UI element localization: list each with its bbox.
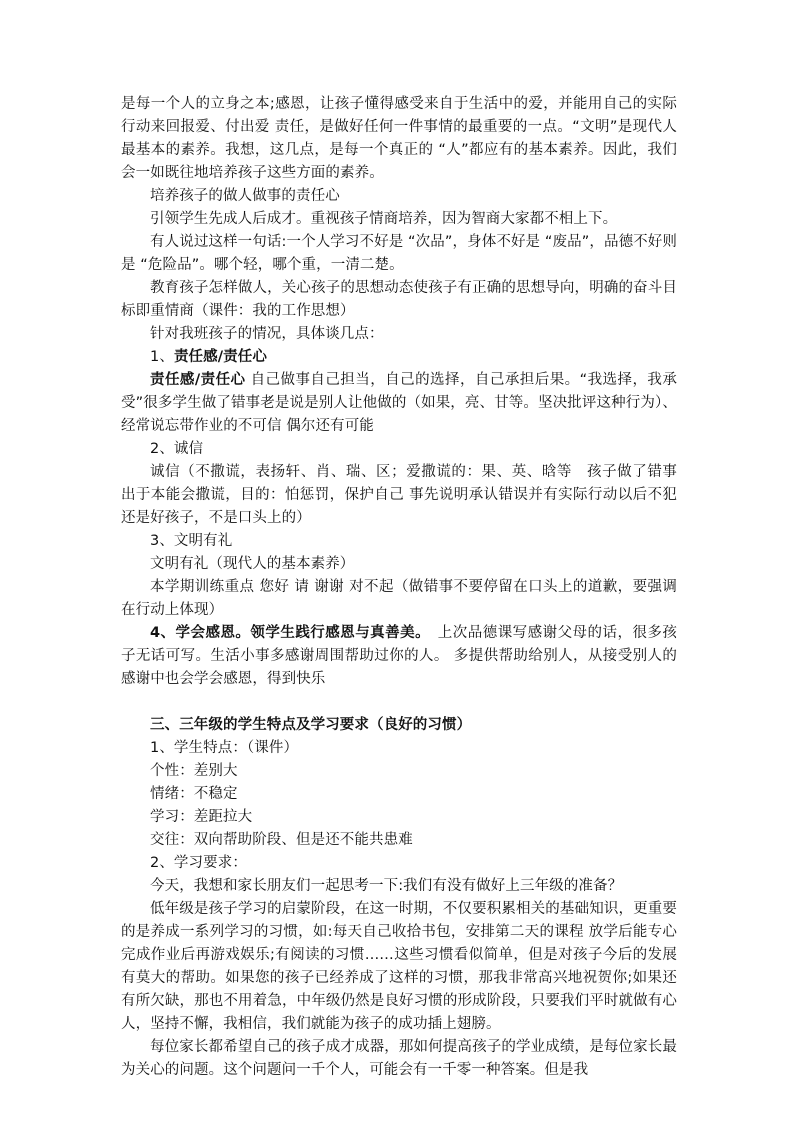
paragraph-text: 自己做事自己担当，自己的选择，自己承担后果。“我选择，我承受”很多学生做了错事老是说是别人让他做的（如果，亮、甘等。坚决批评这种行为）、经常说忘带作业的不可信 偶尔还有可能 (121, 372, 677, 434)
paragraph-responsibility-detail (121, 369, 677, 438)
bold-heading: 4、学会感恩。领学生践行感恩与真善美。 (150, 625, 423, 641)
bold-term: 责任感/责任心 (150, 372, 246, 388)
trait-learning: 学习：差距拉大 (150, 809, 253, 825)
paragraph-honesty-detail: 诚信（不撒谎，表扬轩、肖、瑞、区；爱撒谎的：果、英、晗等 孩子做了错事 出于本能会撒谎，目的：怕惩罚，保护自己 事先说明承认错误并有实际行动以后不犯还是好孩子，不是口头上的） (121, 464, 677, 526)
paragraph-class-situation: 针对我班孩子的情况，具体谈几点： (150, 326, 384, 342)
document-body (121, 93, 677, 1082)
paragraph-responsibility-heading: 培养孩子的做人做事的责任心 (150, 188, 340, 204)
paragraph-training-focus: 本学期训练重点 您好 请 谢谢 对不起（做错事不要停留在口头上的道歉，要强调在行动上体现） (121, 579, 677, 618)
section-3-heading: 三、三年级的学生特点及学习要求（良好的习惯） (150, 717, 472, 733)
paragraph-civility-detail: 文明有礼（现代人的基本素养） (150, 556, 355, 572)
paragraph-text: 上次品德课写感谢父母的话，很多孩子无话可写。生活小事多感谢周围帮助过你的人。 多提供帮助给别人，从接受别人的感谢中也会学会感恩，得到快乐 (121, 625, 677, 687)
list-number: 1、 (150, 349, 174, 365)
list-item-3-heading: 3、文明有礼 (150, 533, 233, 549)
trait-socializing: 交往：双向帮助阶段、但是还不能共患难 (150, 832, 413, 848)
paragraph-values: 是每一个人的立身之本;感恩，让孩子懂得感受来自于生活中的爱，并能用自己的实际行动来回报爱、付出爱 责任，是做好任何一件事情的最重要的一点。“文明”是现代人最基本的素养。我想，这几点，是每一个真正的 “人”都应有的基本素养。因此，我们会一如既往地培养孩子这些方面的素养。 (121, 96, 677, 181)
paragraph-parents-hope: 每位家长都希望自己的孩子成才成器，那如何提高孩子的学业成绩，是每位家长最为关心的问题。这个问题问一千个人，可能会有一千零一种答案。但是我 (121, 1039, 677, 1078)
list-item-learning-requirements: 2、学习要求： (150, 855, 247, 871)
paragraph-gratitude (121, 622, 677, 691)
list-item-1-heading (121, 346, 677, 369)
list-title: 责任感/责任心 (173, 349, 267, 365)
trait-personality: 个性：差别大 (150, 763, 238, 779)
paragraph-habits: 低年级是孩子学习的启蒙阶段，在这一时期，不仅要积累相关的基础知识，更重要的是养成一系列学习的习惯，如:每天自己收拾书包，安排第二天的课程 放学后能专心完成作业后再游戏娱乐;有阅读的习惯……这些习惯看似简单，但是对孩子今后的发展有莫大的帮助。如果您的孩子已经养成了这样的习惯，那我非常高兴地祝贺你;如果还有所欠缺，那也不用着急，中年级仍然是良好习惯的形成阶段，只要我们平时就做有心人，坚持不懈，我相信，我们就能为孩子的成功插上翅膀。 (121, 901, 677, 1032)
paragraph-quote: 有人说过这样一句话:一个人学习不好是 “次品”，身体不好是 “废品”，品德不好则是 “危险品”。哪个轻，哪个重，一清二楚。 (121, 234, 677, 273)
list-item-2-heading: 2、诚信 (150, 441, 204, 457)
paragraph-today-question: 今天，我想和家长朋友们一起思考一下:我们有没有做好上三年级的准备？ (150, 878, 623, 894)
paragraph-guide-students: 引领学生先成人后成才。重视孩子情商培养，因为智商大家都不相上下。 (150, 211, 618, 227)
list-item-student-traits: 1、学生特点：（课件） (150, 740, 299, 756)
spacer (121, 691, 677, 714)
trait-emotion: 情绪：不稳定 (150, 786, 238, 802)
paragraph-teach-children: 教育孩子怎样做人，关心孩子的思想动态使孩子有正确的思想导向，明确的奋斗目标即重情商（课件：我的工作思想） (121, 280, 677, 319)
